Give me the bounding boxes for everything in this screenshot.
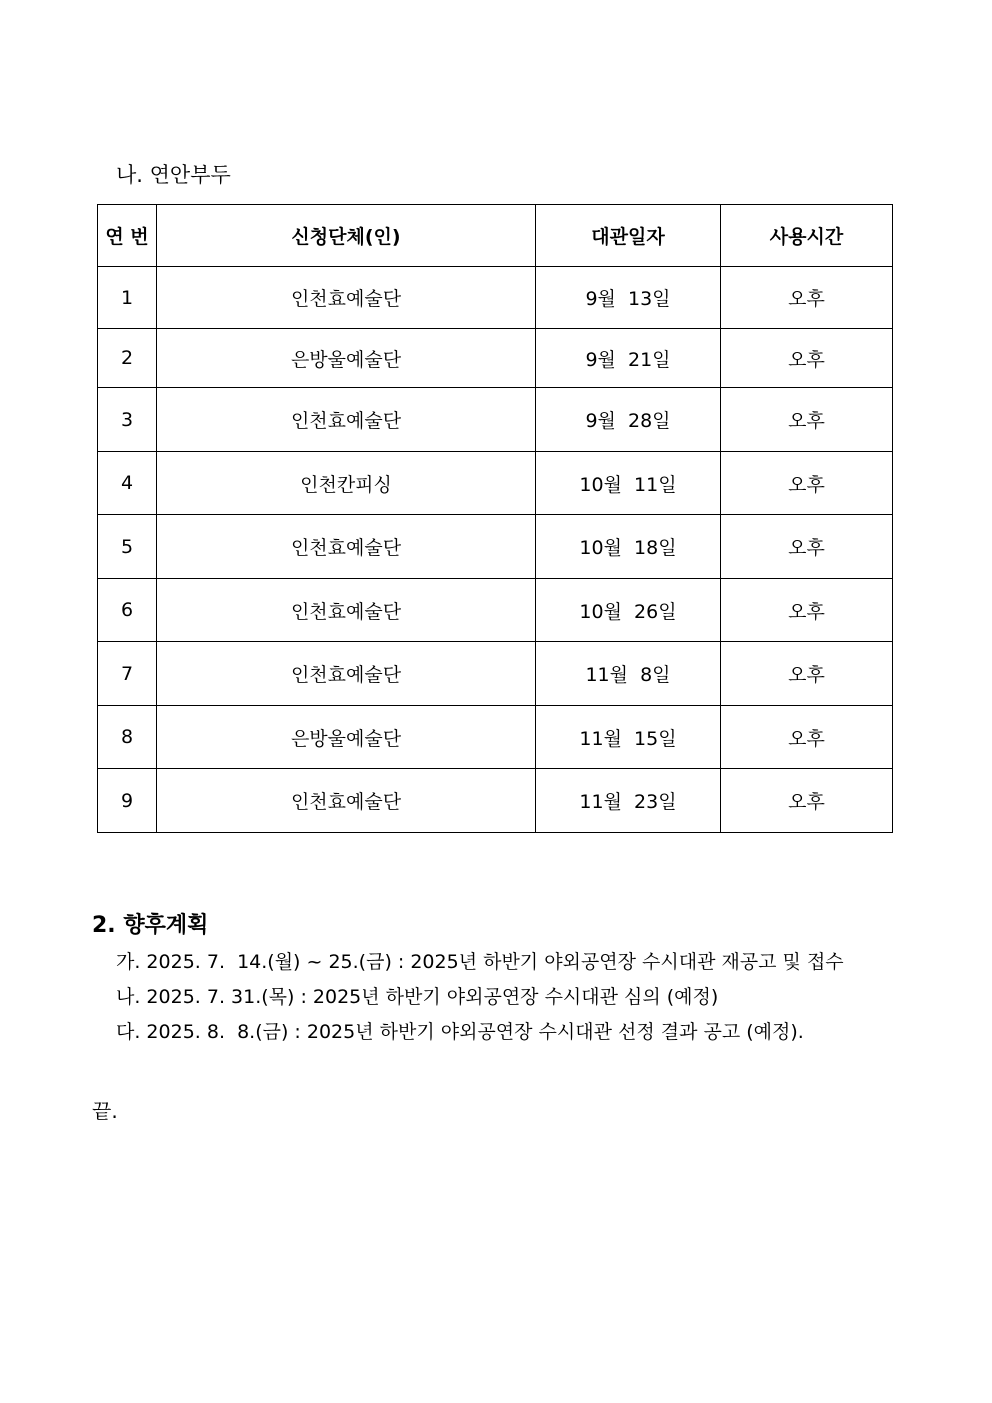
cell-number: 9 (98, 769, 157, 833)
cell-usage-time: 오후 (721, 769, 893, 833)
cell-applicant: 은방울예술단 (157, 706, 536, 769)
header-applicant: 신청단체(인) (157, 205, 536, 267)
cell-rental-date: 11월 15일 (536, 706, 721, 769)
cell-rental-date: 9월 13일 (536, 267, 721, 329)
table-row (98, 769, 893, 833)
header-usage-time: 사용시간 (721, 205, 893, 267)
table-row (98, 579, 893, 642)
cell-number: 3 (98, 388, 157, 452)
end-mark: 끝. (92, 1099, 118, 1123)
cell-number: 8 (98, 706, 157, 769)
cell-usage-time: 오후 (721, 329, 893, 388)
cell-usage-time: 오후 (721, 267, 893, 329)
section-subtitle: 나. 연안부두 (116, 163, 231, 187)
cell-number: 7 (98, 642, 157, 706)
header-rental-date: 대관일자 (536, 205, 721, 267)
cell-number: 6 (98, 579, 157, 642)
cell-usage-time: 오후 (721, 388, 893, 452)
cell-number: 4 (98, 452, 157, 515)
table-header-row (98, 205, 893, 267)
plan-item: 다. 2025. 8. 8.(금) : 2025년 하반기 야외공연장 수시대관 선정 결과 공고 (예정). (116, 1021, 804, 1043)
cell-number: 5 (98, 515, 157, 579)
cell-applicant: 인천칸피싱 (157, 452, 536, 515)
cell-usage-time: 오후 (721, 579, 893, 642)
rental-schedule-table (97, 204, 893, 833)
plan-item: 나. 2025. 7. 31.(목) : 2025년 하반기 야외공연장 수시대관 심의 (예정) (116, 986, 719, 1008)
table-row (98, 329, 893, 388)
table-row (98, 267, 893, 329)
cell-usage-time: 오후 (721, 515, 893, 579)
cell-rental-date: 11월 23일 (536, 769, 721, 833)
cell-applicant: 인천효예술단 (157, 579, 536, 642)
cell-applicant: 인천효예술단 (157, 388, 536, 452)
cell-number: 2 (98, 329, 157, 388)
table-row (98, 642, 893, 706)
cell-usage-time: 오후 (721, 642, 893, 706)
cell-applicant: 인천효예술단 (157, 515, 536, 579)
cell-applicant: 은방울예술단 (157, 329, 536, 388)
cell-applicant: 인천효예술단 (157, 267, 536, 329)
future-plan-heading: 2. 향후계획 (92, 913, 209, 938)
header-number: 연 번 (98, 205, 157, 267)
table-row (98, 452, 893, 515)
cell-applicant: 인천효예술단 (157, 769, 536, 833)
cell-usage-time: 오후 (721, 452, 893, 515)
table-row (98, 388, 893, 452)
cell-rental-date: 10월 26일 (536, 579, 721, 642)
table-row (98, 515, 893, 579)
cell-rental-date: 9월 28일 (536, 388, 721, 452)
cell-applicant: 인천효예술단 (157, 642, 536, 706)
cell-number: 1 (98, 267, 157, 329)
cell-rental-date: 10월 11일 (536, 452, 721, 515)
cell-usage-time: 오후 (721, 706, 893, 769)
table-row (98, 706, 893, 769)
cell-rental-date: 9월 21일 (536, 329, 721, 388)
cell-rental-date: 10월 18일 (536, 515, 721, 579)
plan-item: 가. 2025. 7. 14.(월) ~ 25.(금) : 2025년 하반기 야외공연장 수시대관 재공고 및 접수 (116, 951, 844, 973)
cell-rental-date: 11월 8일 (536, 642, 721, 706)
